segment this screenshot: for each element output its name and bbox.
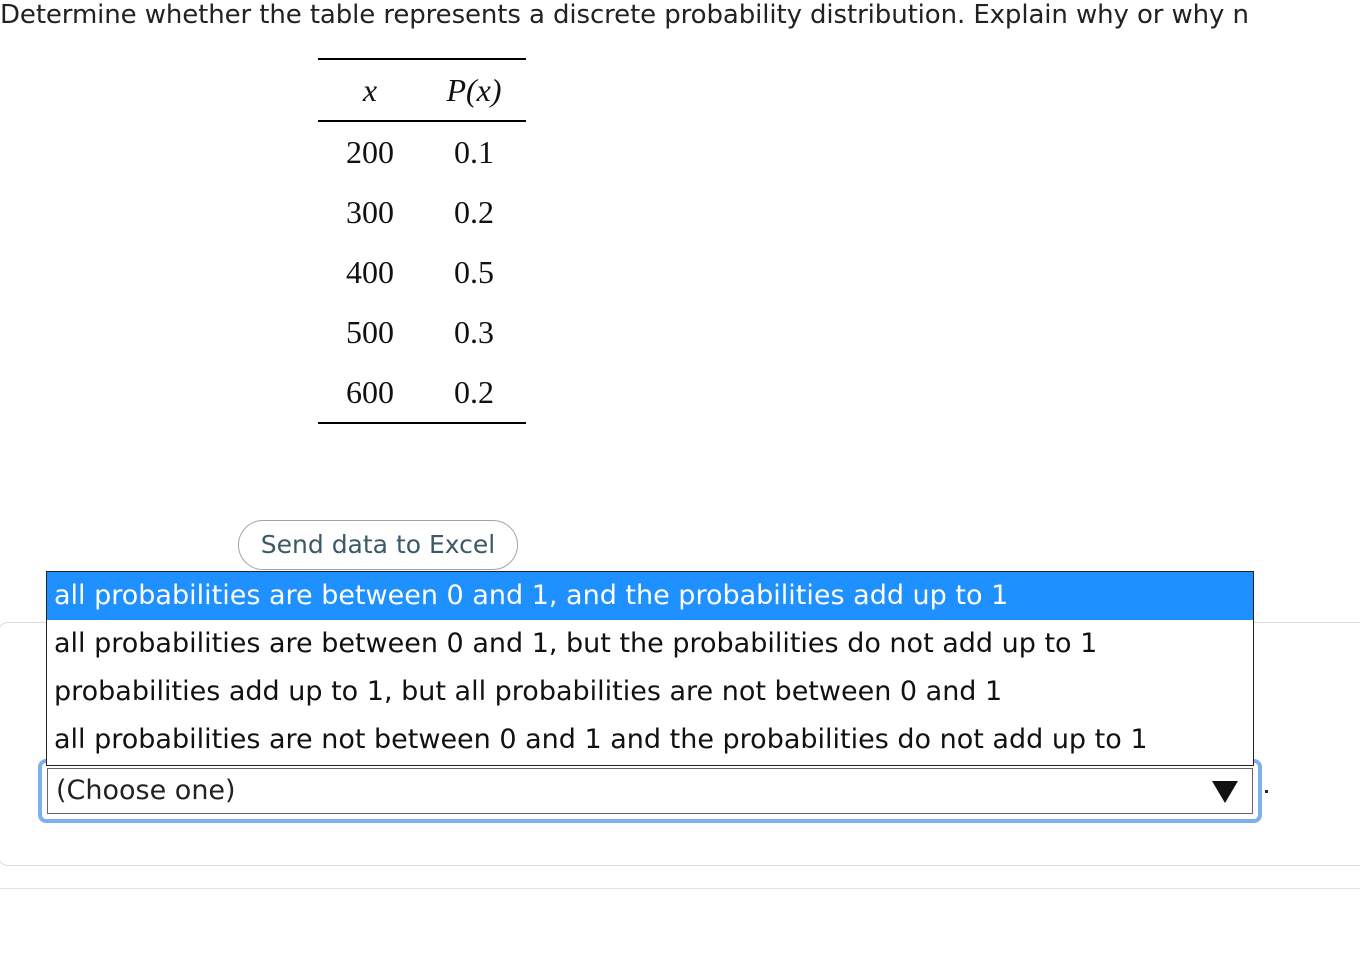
- p-value: 0.2: [454, 193, 494, 230]
- header-x: x: [362, 71, 378, 108]
- table-row: [318, 242, 526, 302]
- table-header: [318, 60, 526, 122]
- dropdown-arrow-icon[interactable]: [1212, 781, 1238, 803]
- dropdown-option[interactable]: all probabilities are between 0 and 1, and the probabilities add up to 1: [47, 572, 1253, 620]
- trailing-period: [1265, 790, 1268, 793]
- send-data-to-excel-button[interactable]: Send data to Excel: [238, 520, 518, 570]
- p-value: 0.2: [454, 373, 494, 410]
- x-value: 500: [346, 313, 394, 350]
- dropdown-list: [46, 571, 1254, 766]
- header-px: P(x): [446, 71, 502, 108]
- answer-select-focus-ring: [38, 759, 1262, 823]
- dropdown-option[interactable]: probabilities add up to 1, but all probabilities are not between 0 and 1: [54, 676, 1003, 707]
- x-value: 200: [346, 133, 394, 170]
- x-value: 600: [346, 373, 394, 410]
- table-row: [318, 302, 526, 362]
- answer-select[interactable]: [47, 768, 1253, 814]
- question-text: Determine whether the table represents a discrete probability distribution. Explain why or why n: [0, 0, 1249, 30]
- p-value: 0.3: [454, 313, 494, 350]
- table-row: [318, 182, 526, 242]
- p-value: 0.5: [454, 253, 494, 290]
- table-row: [318, 122, 526, 182]
- dropdown-option[interactable]: all probabilities are not between 0 and 1 and the probabilities do not add up to 1: [54, 724, 1148, 755]
- x-value: 400: [346, 253, 394, 290]
- table-row: [318, 362, 526, 422]
- probability-table: [318, 58, 526, 424]
- dropdown-option[interactable]: all probabilities are between 0 and 1, but the probabilities do not add up to 1: [54, 628, 1098, 659]
- divider: [0, 888, 1360, 889]
- x-value: 300: [346, 193, 394, 230]
- select-value: (Choose one): [56, 775, 236, 806]
- p-value: 0.1: [454, 133, 494, 170]
